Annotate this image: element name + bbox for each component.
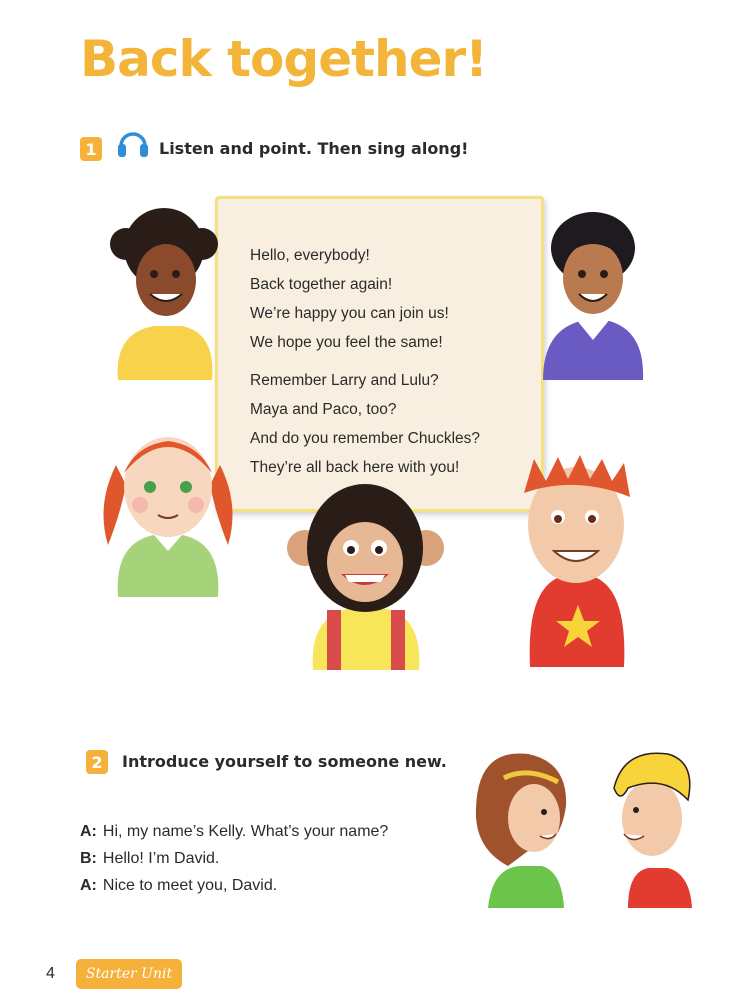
kelly-and-david-illustration (468, 748, 700, 908)
dialogue-text: Nice to meet you, David. (102, 877, 278, 894)
song-line: And do you remember Chuckles? (250, 430, 481, 447)
song-line: Hello, everybody! (250, 247, 370, 264)
song-stanza-2 (250, 366, 480, 482)
song-line: They’re all back here with you! (250, 459, 460, 476)
song-line: Maya and Paco, too? (250, 401, 397, 418)
dialogue-text: Hello! I’m David. (102, 850, 220, 867)
song-card (215, 196, 544, 512)
song-stanza-1 (250, 241, 449, 357)
song-line: Back together again! (250, 276, 393, 293)
activity-2-instruction: Introduce yourself to someone new. (122, 752, 447, 771)
dialogue-line (80, 818, 388, 845)
dialogue-speaker: A: (80, 823, 97, 840)
headphones-icon[interactable] (116, 126, 150, 160)
page-title: Back together! (80, 30, 487, 88)
dialogue-line (80, 872, 388, 899)
dialogue-line (80, 845, 388, 872)
activity-1-instruction: Listen and point. Then sing along! (159, 139, 469, 158)
page-number: 4 (46, 965, 55, 982)
character-girl-black-hair (533, 210, 651, 380)
character-boy-spiky-hair (508, 455, 643, 667)
unit-tab-label: Starter Unit (85, 966, 173, 982)
dialogue (80, 818, 388, 899)
dialogue-text: Hi, my name’s Kelly. What’s your name? (102, 823, 389, 840)
dialogue-speaker: B: (80, 850, 97, 867)
song-line: We’re happy you can join us! (250, 305, 449, 322)
activity-2-number: 2 (86, 750, 108, 774)
unit-tab (76, 959, 182, 989)
character-girl-curly-hair (104, 208, 224, 380)
activity-1-number: 1 (80, 137, 102, 161)
song-line: Remember Larry and Lulu? (250, 372, 439, 389)
dialogue-speaker: A: (80, 877, 97, 894)
song-line: We hope you feel the same! (250, 334, 443, 351)
character-chuckles-monkey (283, 478, 448, 670)
character-girl-red-pigtails (96, 425, 241, 597)
